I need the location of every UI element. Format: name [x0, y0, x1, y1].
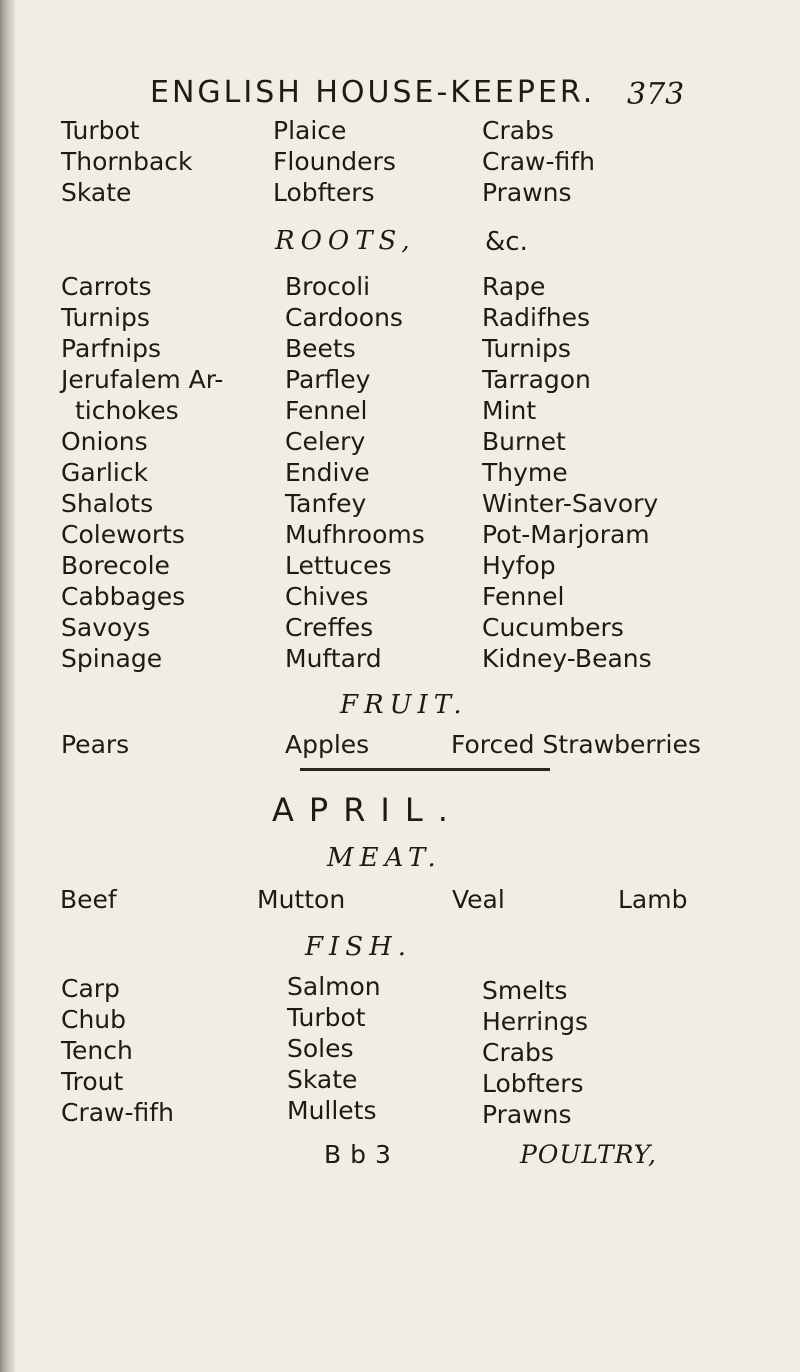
list-item: Salmon	[287, 972, 381, 1001]
section-divider	[300, 768, 550, 771]
list-item: Smelts	[482, 976, 568, 1005]
list-item: Borecole	[61, 551, 170, 580]
list-item: Thornback	[61, 147, 193, 176]
list-item: Mint	[482, 396, 537, 425]
list-item: Crabs	[482, 116, 554, 145]
list-item: Soles	[287, 1034, 354, 1063]
section-heading-fish: FISH.	[305, 932, 413, 962]
list-item: Herrings	[482, 1007, 588, 1036]
list-item: Turbot	[61, 116, 140, 145]
list-item: Cucumbers	[482, 613, 624, 642]
list-item: Kidney-Beans	[482, 644, 652, 673]
list-item: Lobfters	[273, 178, 375, 207]
list-item: Hyfop	[482, 551, 556, 580]
list-item: Carrots	[61, 272, 152, 301]
list-item: Skate	[61, 178, 132, 207]
list-item: Tanfey	[285, 489, 367, 518]
list-item: Fennel	[285, 396, 368, 425]
list-item: Beef	[60, 885, 117, 914]
section-heading-roots: ROOTS,	[275, 226, 416, 256]
list-item: Turnips	[482, 334, 571, 363]
list-item: Crabs	[482, 1038, 554, 1067]
list-item: Pears	[61, 730, 130, 759]
list-item: Flounders	[273, 147, 396, 176]
list-item: Savoys	[61, 613, 151, 642]
list-item: Turbot	[287, 1003, 366, 1032]
page-number: 373	[627, 77, 685, 112]
signature-mark: Bb3	[324, 1140, 400, 1169]
list-item: Beets	[285, 334, 356, 363]
list-item: Cardoons	[285, 303, 403, 332]
list-item: Mullets	[287, 1096, 377, 1125]
list-item: Onions	[61, 427, 148, 456]
list-item: Craw-fifh	[61, 1098, 174, 1127]
list-item: Prawns	[482, 1100, 572, 1129]
list-item: Muftard	[285, 644, 382, 673]
list-item: Pot-Marjoram	[482, 520, 650, 549]
list-item: Chub	[61, 1005, 127, 1034]
month-heading: APRIL.	[272, 791, 463, 829]
list-item: Rape	[482, 272, 546, 301]
list-item: Celery	[285, 427, 366, 456]
list-item: Plaice	[273, 116, 347, 145]
list-item: Garlick	[61, 458, 149, 487]
list-item: Lamb	[618, 885, 688, 914]
list-item: Veal	[452, 885, 505, 914]
list-item: Jerufalem Ar-	[61, 365, 224, 394]
running-header: ENGLISH HOUSE-KEEPER.	[150, 75, 596, 110]
list-item: Fennel	[482, 582, 565, 611]
list-item: Trout	[61, 1067, 124, 1096]
list-item: Parfley	[285, 365, 371, 394]
list-item: Forced Strawberries	[451, 730, 701, 759]
list-item: tichokes	[75, 396, 179, 425]
list-item: Creffes	[285, 613, 374, 642]
list-item: Prawns	[482, 178, 572, 207]
list-item: Lettuces	[285, 551, 392, 580]
list-item: Chives	[285, 582, 369, 611]
list-item: Craw-fifh	[482, 147, 595, 176]
catchword: POULTRY,	[520, 1140, 657, 1169]
list-item: Spinage	[61, 644, 163, 673]
list-item: Lobfters	[482, 1069, 584, 1098]
list-item: Thyme	[482, 458, 568, 487]
list-item: Brocoli	[285, 272, 371, 301]
list-item: Coleworts	[61, 520, 185, 549]
list-item: Tarragon	[482, 365, 591, 394]
list-item: Carp	[61, 974, 120, 1003]
list-item: Turnips	[61, 303, 150, 332]
book-gutter	[0, 0, 16, 1372]
list-item: Parfnips	[61, 334, 162, 363]
list-item: Cabbages	[61, 582, 186, 611]
list-item: Endive	[285, 458, 370, 487]
list-item: Skate	[287, 1065, 358, 1094]
list-item: Winter-Savory	[482, 489, 659, 518]
list-item: Shalots	[61, 489, 154, 518]
list-item: Apples	[285, 730, 370, 759]
section-heading-meat: MEAT.	[327, 843, 442, 873]
section-heading-fruit: FRUIT.	[340, 690, 468, 720]
list-item: Mutton	[257, 885, 346, 914]
list-item: Burnet	[482, 427, 566, 456]
section-heading-roots-suffix: &c.	[485, 227, 528, 257]
list-item: Radifhes	[482, 303, 591, 332]
list-item: Mufhrooms	[285, 520, 425, 549]
list-item: Tench	[61, 1036, 133, 1065]
